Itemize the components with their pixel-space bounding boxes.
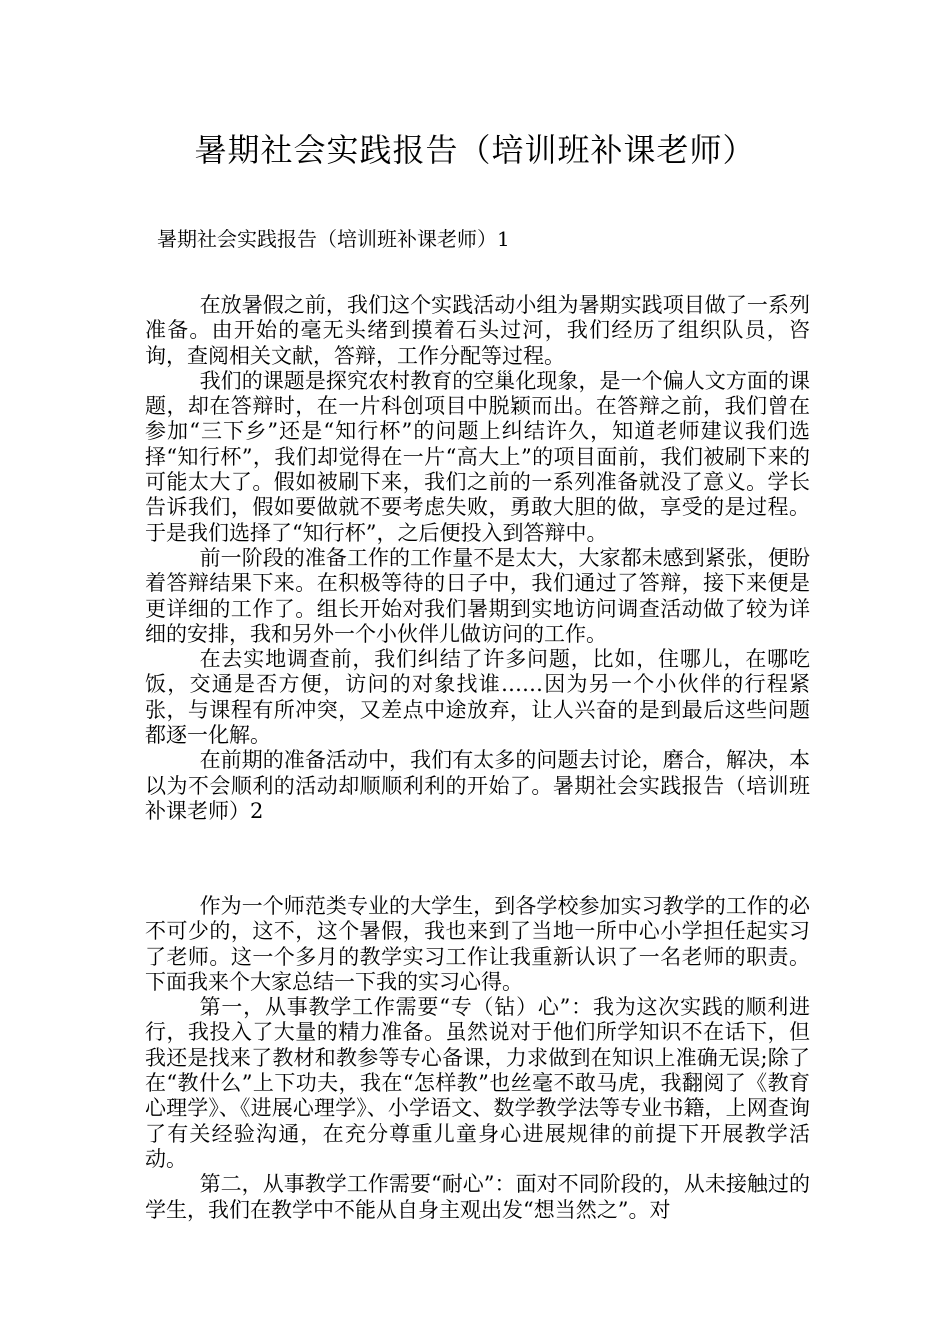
paragraph: 在前期的准备活动中，我们有太多的问题去讨论，磨合，解决，本以为不会顺利的活动却顺顺利利的开始了。暑期社会实践报告（培训班补课老师）2 — [145, 748, 810, 823]
paragraph: 作为一个师范类专业的大学生，到各学校参加实习教学的工作的必不可少的，这不，这个暑假，我也来到了当地一所中心小学担任起实习了老师。这一个多月的教学实习工作让我重新认识了一名老师的职责。下面我来个大家总结一下我的实习心得。 — [145, 894, 810, 994]
paragraph: 我们的课题是探究农村教育的空巢化现象，是一个偏人文方面的课题，却在答辩时，在一片科创项目中脱颖而出。在答辩之前，我们曾在参加“三下乡”还是“知行杯”的问题上纠结许久，知道老师建议我们选择“知行杯”，我们却觉得在一片“高大上”的项目面前，我们被刷下来的可能太大了。假如被刷下来，我们之前的一系列准备就没了意义。学长告诉我们，假如要做就不要考虑失败，勇敢大胆的做，享受的是过程。于是我们选择了“知行杯”，之后便投入到答辩中。 — [145, 368, 810, 545]
document-title: 暑期社会实践报告（培训班补课老师） — [194, 131, 756, 169]
section-1-body — [145, 293, 810, 824]
section-2-body — [145, 894, 810, 1223]
paragraph: 第一，从事教学工作需要“专（钻）心”：我为这次实践的顺利进行，我投入了大量的精力准备。虽然说对于他们所学知识不在话下，但我还是找来了教材和教参等专心备课，力求做到在知识上准确无误;除了在“教什么”上下功夫，我在“怎样教”也丝毫不敢马虎，我翻阅了《教育心理学》、《进展心理学》、小学语文、数学教学法等专业书籍，上网查询了有关经验沟通，在充分尊重儿童身心进展规律的前提下开展教学活动。 — [145, 995, 810, 1171]
paragraph: 第二，从事教学工作需要“耐心”：面对不同阶段的，从未接触过的学生，我们在教学中不能从自身主观出发“想当然之”。对 — [145, 1172, 810, 1222]
section-heading-1: 暑期社会实践报告（培训班补课老师）1 — [157, 227, 510, 251]
paragraph: 在放暑假之前，我们这个实践活动小组为暑期实践项目做了一系列准备。由开始的毫无头绪到摸着石头过河，我们经历了组织队员，咨询，查阅相关文献，答辩，工作分配等过程。 — [145, 293, 810, 368]
paragraph: 前一阶段的准备工作的工作量不是太大，大家都未感到紧张，便盼着答辩结果下来。在积极等待的日子中，我们通过了答辩，接下来便是更详细的工作了。组长开始对我们暑期到实地访问调查活动做了较为详细的安排，我和另外一个小伙伴儿做访问的工作。 — [145, 545, 810, 646]
paragraph: 在去实地调查前，我们纠结了许多问题，比如，住哪儿，在哪吃饭，交通是否方便，访问的对象找谁……因为另一个小伙伴的行程紧张，与课程有所冲突，又差点中途放弃，让人兴奋的是到最后这些问题都逐一化解。 — [145, 647, 810, 748]
